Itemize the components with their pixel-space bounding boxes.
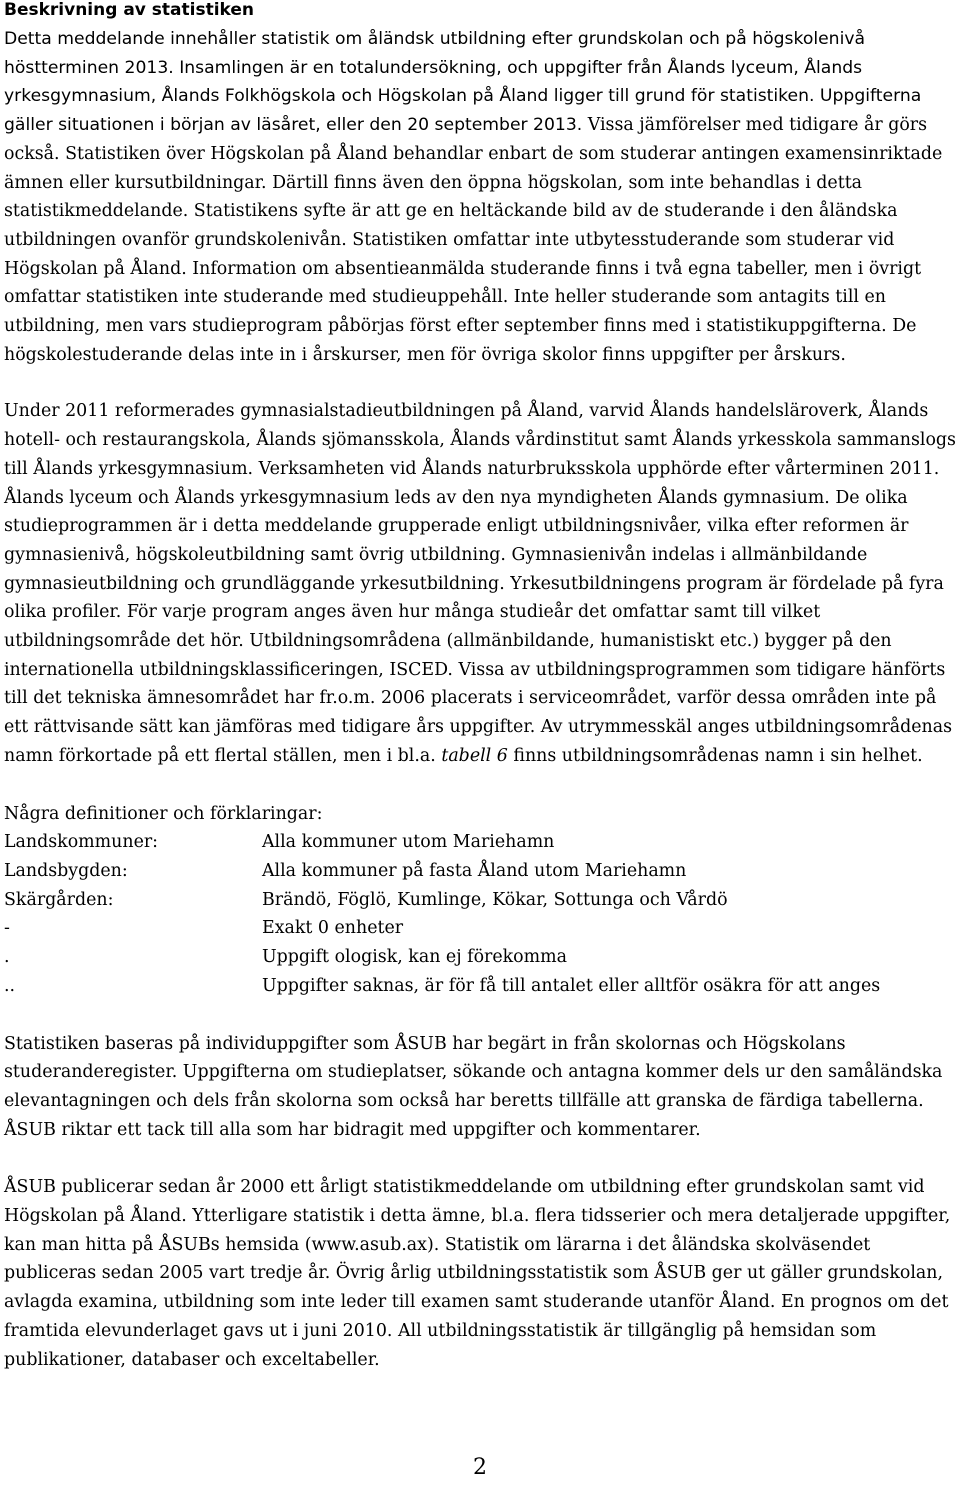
table-reference: tabell 6 xyxy=(441,745,508,766)
definition-row xyxy=(4,943,956,972)
definition-description: Alla kommuner på fasta Åland utom Mariehamn xyxy=(262,860,687,881)
paragraph-publications: ÅSUB publicerar sedan år 2000 ett årligt statistikmeddelande om utbildning efter grundskolan samt vid Högskolan på Åland. Ytterligare statistik i detta ämne, bl.a. flera tidsserier och mera detaljerade uppgifter, kan man hitta på ÅSUBs hemsida (www.asub.ax). Statistik om lärarna i det åländska skolväsendet publiceras sedan 2005 vart tredje år. Övrig årlig utbildningsstatistik som ÅSUB ger ut gäller grundskolan, avlagda examina, utbildning som inte leder till examen samt studerande utanför Åland. En prognos om det framtida elevunderlaget gavs ut i juni 2010. All utbildningsstatistik är tillgänglig på hemsidan som publikationer, databaser och exceltabeller. xyxy=(4,1177,951,1370)
definition-description: Uppgift ologisk, kan ej förekomma xyxy=(262,947,567,968)
definition-row xyxy=(4,886,956,915)
definition-row xyxy=(4,828,956,857)
definition-row xyxy=(4,972,956,1001)
paragraph-gap xyxy=(4,771,956,800)
paragraph-gap xyxy=(4,1144,956,1173)
definition-description: Uppgifter saknas, är för få till antalet eller alltför osäkra för att anges xyxy=(262,975,881,996)
definition-term: Landskommuner: xyxy=(4,832,159,853)
paragraph-gap xyxy=(4,369,956,397)
definition-term: Skärgården: xyxy=(4,889,114,910)
paragraph-sources: Statistiken baseras på individuppgifter som ÅSUB har begärt in från skolornas och Högskolans studeranderegister. Uppgifterna om studieplatser, sökande och antagna kommer dels ur den samåländska elevantagningen och dels från skolorna som också har beretts tillfälle att granska de färdiga tabellerna. ÅSUB riktar ett tack till alla som har bidragit med uppgifter och kommentarer. xyxy=(4,1033,943,1140)
definitions-block xyxy=(4,800,956,1001)
paragraph-description-part-1: Detta meddelande innehåller statistik om åländsk utbildning efter grundskolan och på högskolenivå höstterminen 2013. Insamlingen är en totalundersökning, och uppgifter från Ålands lyceum, Ålands yrkesgymnasium, Ålands Folkhögskola och Högskolan på Åland ligger till grund för statistiken. Uppgifterna gäller situationen i början av läsåret, eller den 20 september 2013. xyxy=(4,29,922,136)
definition-row xyxy=(4,857,956,886)
paragraph-reform-text: Under 2011 reformerades gymnasialstadieutbildningen på Åland, varvid Ålands handelsläroverk, Ålands hotell- och restaurangskola, Ålands sjömansskola, Ålands vårdinstitut samt Ålands yrkesskola sammanslogs till Ålands yrkesgymnasium. Verksamheten vid Ålands naturbruksskola upphörde efter vårterminen 2011. Ålands lyceum och Ålands yrkesgymnasium leds av den nya myndigheten Ålands gymnasium. De olika studieprogrammen är i detta meddelande grupperade enligt utbildningsnivåer, vilka efter reformen är gymnasienivå, högskoleutbildning samt övrig utbildning. Gymnasienivån indelas i allmänbildande gymnasieutbildning och grundläggande yrkesutbildning. Yrkesutbildningens program är fördelade på fyra olika profiler. För varje program anges även hur många studieår det omfattar samt till vilket utbildningsområde det hör. Utbildningsområdena (allmänbildande, humanistiskt etc.) bygger på den internationella utbildningsklassificeringen, ISCED. Vissa av utbildningsprogrammen som tidigare hänförts till det tekniska ämnesområdet har fr.o.m. 2006 placerats i serviceområdet, varför dessa områden inte på ett rättvisande sätt kan jämföras med tidigare års uppgifter. Av utrymmesskäl anges utbildningsområdenas namn förkortade på ett flertal ställen, men i bl.a. xyxy=(4,401,956,766)
definition-term: . xyxy=(4,947,10,968)
definition-term: .. xyxy=(4,975,16,996)
paragraph-reform xyxy=(4,397,956,770)
paragraph-description-part-2: Vissa jämförelser med tidigare år görs också. Statistiken över Högskolan på Åland behandlar enbart de som studerar antingen examensinriktade ämnen eller kursutbildningar. Därtill finns även den öppna högskolan, som inte behandlas i detta statistikmeddelande. Statistikens syfte är att ge en heltäckande bild av de studerande i den åländska utbildningen ovanför grundskolenivån. Statistiken omfattar inte utbytesstuderande som studerar vid Högskolan på Åland. Information om absentieanmälda studerande finns i två egna tabeller, men i övrigt omfattar statistiken inte studerande med studieuppehåll. Inte heller studerande som antagits till en utbildning, men vars studieprogram påbörjas först efter september finns med i statistikuppgifterna. De högskolestuderande delas inte in i årskurser, men för övriga skolor finns uppgifter per årskurs. xyxy=(4,115,943,365)
definition-term: Landsbygden: xyxy=(4,860,128,881)
definition-term: - xyxy=(4,918,10,939)
paragraph-reform-tail: finns utbildningsområdenas namn i sin helhet. xyxy=(507,745,923,766)
definition-row xyxy=(4,914,956,943)
definition-description: Exakt 0 enheter xyxy=(262,918,404,939)
document-page xyxy=(4,0,956,1374)
definition-description: Alla kommuner utom Mariehamn xyxy=(262,832,555,853)
definition-description: Brändö, Föglö, Kumlinge, Kökar, Sottunga och Vårdö xyxy=(262,889,728,910)
paragraph-gap xyxy=(4,1001,956,1030)
paragraph-description xyxy=(4,25,956,369)
definitions-intro: Några definitioner och förklaringar: xyxy=(4,803,323,824)
page-number: 2 xyxy=(473,1455,487,1480)
section-heading: Beskrivning av statistiken xyxy=(4,0,255,20)
